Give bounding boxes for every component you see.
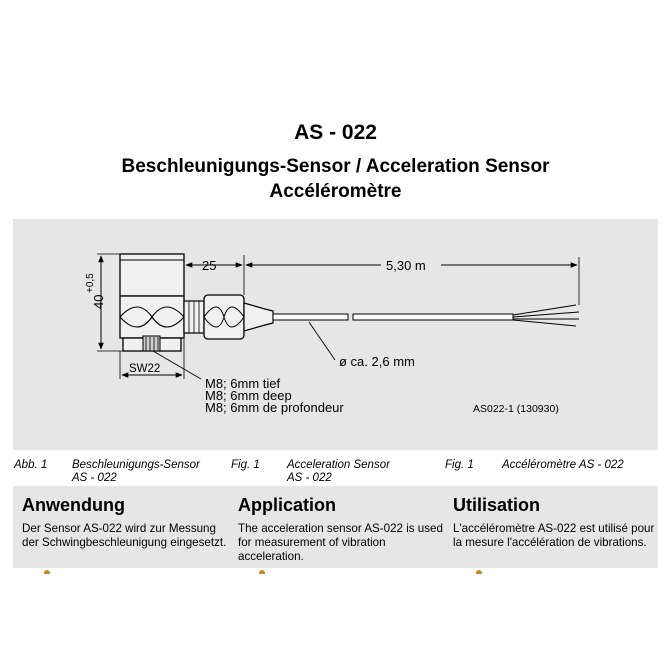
caption-de [72, 459, 200, 485]
section-en-heading: Application [238, 495, 336, 515]
section-fr-body: L'accéléromètre AS-022 est utilisé pour la mesure l'accélération de vibrations. [453, 522, 655, 549]
section-fr-heading: Utilisation [453, 495, 541, 515]
caption-en-model: AS - 022 [287, 472, 332, 484]
drawing-ref-label: AS022-1 (130930) [473, 403, 559, 415]
caption-en-text: Acceleration Sensor [287, 459, 390, 471]
section-en-body: The acceleration sensor AS-022 is used for measurement of vibration acceleration. [238, 522, 443, 563]
caption-fr-text: Accéléromètre AS - 022 [502, 459, 624, 471]
caption-fig-fr: Fig. 1 [445, 459, 474, 471]
thread-en-label: M8; 6mm deep [205, 388, 292, 403]
cable-2 [353, 314, 513, 320]
bullet-icon [259, 570, 265, 574]
section-fr [453, 494, 658, 550]
cable-diameter-label: ø ca. 2,6 mm [339, 354, 415, 369]
section-en [238, 494, 443, 564]
caption-fig-de: Abb. 1 [14, 459, 48, 471]
section-de-body: Der Sensor AS-022 wird zur Messung der Schwingbeschleunigung eingesetzt. [22, 522, 227, 549]
caption-fig-en: Fig. 1 [231, 459, 260, 471]
thread-fr-label: M8; 6mm de profondeur [205, 400, 344, 415]
bullet-icon [476, 570, 482, 574]
caption-de-model: AS - 022 [72, 472, 117, 484]
dim-body-label: 25 [202, 258, 217, 273]
bullet-icon [44, 570, 50, 574]
wires [513, 305, 579, 326]
dim-cable-label: 5,30 m [386, 258, 426, 273]
section-de-heading: Anwendung [22, 495, 125, 515]
model-title: AS - 022 [294, 121, 377, 144]
caption-en [287, 459, 390, 485]
product-subtitle: Beschleunigungs-Sensor / Acceleration Sensor [121, 156, 550, 177]
connector-taper [244, 303, 273, 331]
section-de [22, 494, 227, 550]
wrench-size-label: SW22 [129, 363, 161, 375]
product-subtitle-fr: Accéléromètre [269, 181, 402, 202]
drawing-svg [13, 219, 658, 450]
cable [273, 314, 348, 320]
thread-de-label: M8; 6mm tief [205, 376, 281, 391]
dim-tolerance-label: +0,5 [85, 273, 96, 293]
technical-drawing [13, 219, 658, 450]
thread-hole [143, 336, 160, 351]
dim-height-label: 40 [91, 294, 106, 309]
caption-de-text: Beschleunigungs-Sensor [72, 459, 200, 471]
